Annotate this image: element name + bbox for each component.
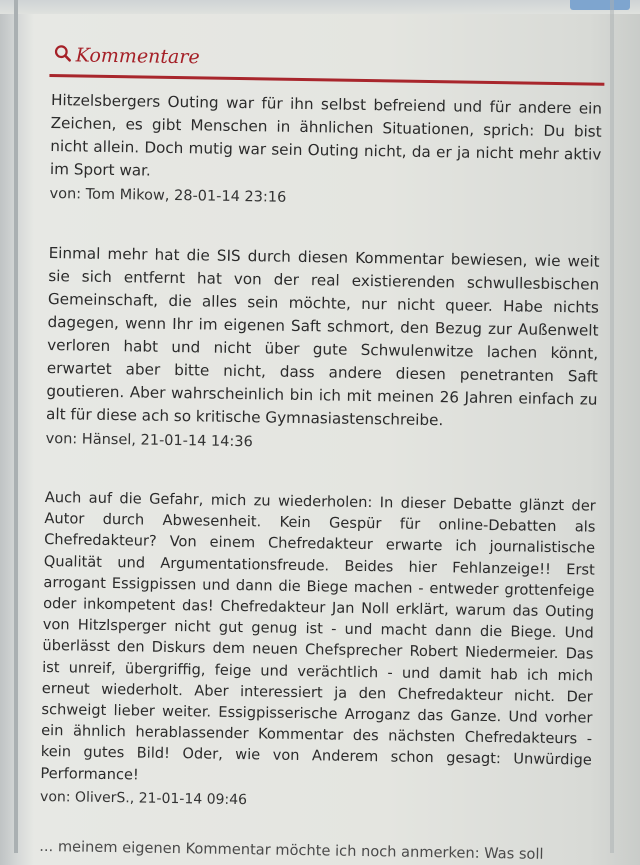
comments-panel	[37, 40, 605, 865]
browser-top-bar	[0, 0, 640, 14]
comment-author: von: Tom Mikow, 28-01-14 23:16	[49, 186, 287, 206]
comment-text: Hitzelsbergers Outing war für ihn selbst befreiend und für andere ein Zeichen, es gibt Menschen in ähnlichen Situationen, sprich: Du bist nicht allein. Doch mutig war sein Outing nicht, da er ja nicht mehr aktiv im Sport war.	[49, 91, 603, 180]
browser-tab-highlight	[570, 0, 630, 10]
page-right-edge	[610, 0, 614, 853]
page-left-edge	[14, 0, 18, 853]
comment-text: Auch auf die Gefahr, mich zu wiederholen: In dieser Debatte glänzt der Autor durch Abwesenheit. Kein Gespür für online-Debatten als Chefredakteur? Von einem Chefredakteur erwarte ich journalistische Qualität und Argumentationsfreude. Beides hier Fehlanzeige!! Erst arrogant Essigpissen und dann die Biege machen - entweder grottenfeige oder inkompetent das! Chefredakteur Jan Noll erklärt, warum das Outing von Hitzlsperger nicht gut genug ist - und macht dann die Biege. Und überlässt den Diskurs dem neuen Chefsprecher Robert Niedermeier. Das ist unreif, übergriffig, feige und verächtlich - und damit hab ich mich erneut wiederholt. Aber interessiert ja den Chefredakteur nicht. Der schweigt lieber weiter. Essigpisserische Arroganz das Ganze. Und vorher ein ähnlich herablassender Kommentar des nächsten Chefredakteurs - kein gutes Bild! Oder, wie von Anderem schon gesagt: Unwürdige Performance!	[40, 488, 596, 784]
comment-item	[37, 836, 592, 865]
search-icon[interactable]	[54, 44, 72, 66]
comment-item	[38, 487, 598, 817]
comment-author: von: Hänsel, 21-01-14 14:36	[45, 430, 253, 451]
comments-header	[50, 40, 605, 79]
comment-item	[44, 242, 602, 459]
comment-author: von: OliverS., 21-01-14 09:46	[39, 788, 248, 809]
comment-text: ... meinem eigenen Kommentar möchte ich noch anmerken: Was soll	[39, 837, 544, 863]
comments-title: Kommentare	[75, 44, 200, 69]
comment-item	[47, 89, 604, 214]
comment-text: Einmal mehr hat die SIS durch diesen Kommentar bewiesen, wie weit sie sich entfernt hat von der real existierenden schwullesbischen Gemeinschaft, die alles sein möchte, nur nicht queer. Habe nichts dagegen, wenn Ihr im eigenen Saft schmort, den Bezug zur Außenwelt verloren habt und nicht über gute Schwulenwitze lachen könnt, erwartet aber bitte nicht, dass andere diesen penetranten Saft goutieren. Aber wahrscheinlich bin ich mit meinen 26 Jahren einfach zu alt für diese ach so kritische Gymnasiastenschreibe.	[45, 244, 600, 430]
